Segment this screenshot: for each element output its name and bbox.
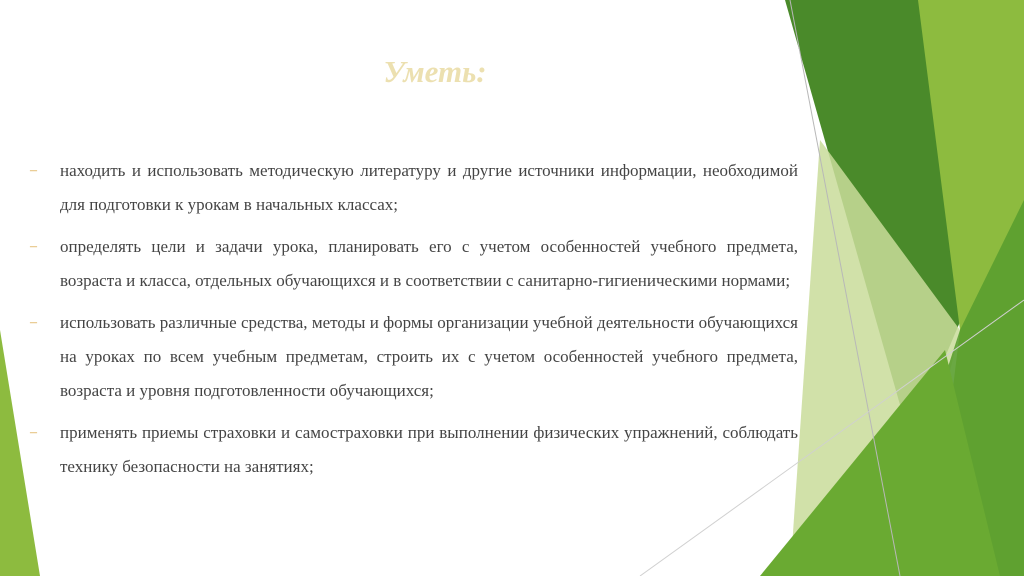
list-item: [30, 306, 798, 408]
list-item: [30, 230, 798, 298]
list-item-text: находить и использовать методическую литературу и другие источники информации, необходимой для подготовки к урокам в начальных классах;: [60, 161, 798, 214]
list-item: [30, 154, 798, 222]
bullet-marker: –: [30, 315, 37, 330]
list-item-text: определять цели и задачи урока, планировать его с учетом особенностей учебного предмета, возраста и класса, отдельных обучающихся и в соответствии с санитарно-гигиеническими нормами;: [60, 237, 798, 290]
list-item: [30, 416, 798, 484]
slide-title: Уметь:: [383, 54, 487, 89]
bullet-marker: –: [30, 163, 37, 178]
bullet-list: [30, 154, 798, 492]
list-item-text: применять приемы страховки и самостраховки при выполнении физических упражнений, соблюдать технику безопасности на занятиях;: [60, 423, 798, 476]
list-item-text: использовать различные средства, методы и формы организации учебной деятельности обучающихся на уроках по всем учебным предметам, строить их с учетом особенностей учебного предмета, возраста и уровня подготовленности обучающихся;: [60, 313, 798, 400]
bullet-marker: –: [30, 239, 37, 254]
bullet-marker: –: [30, 425, 37, 440]
